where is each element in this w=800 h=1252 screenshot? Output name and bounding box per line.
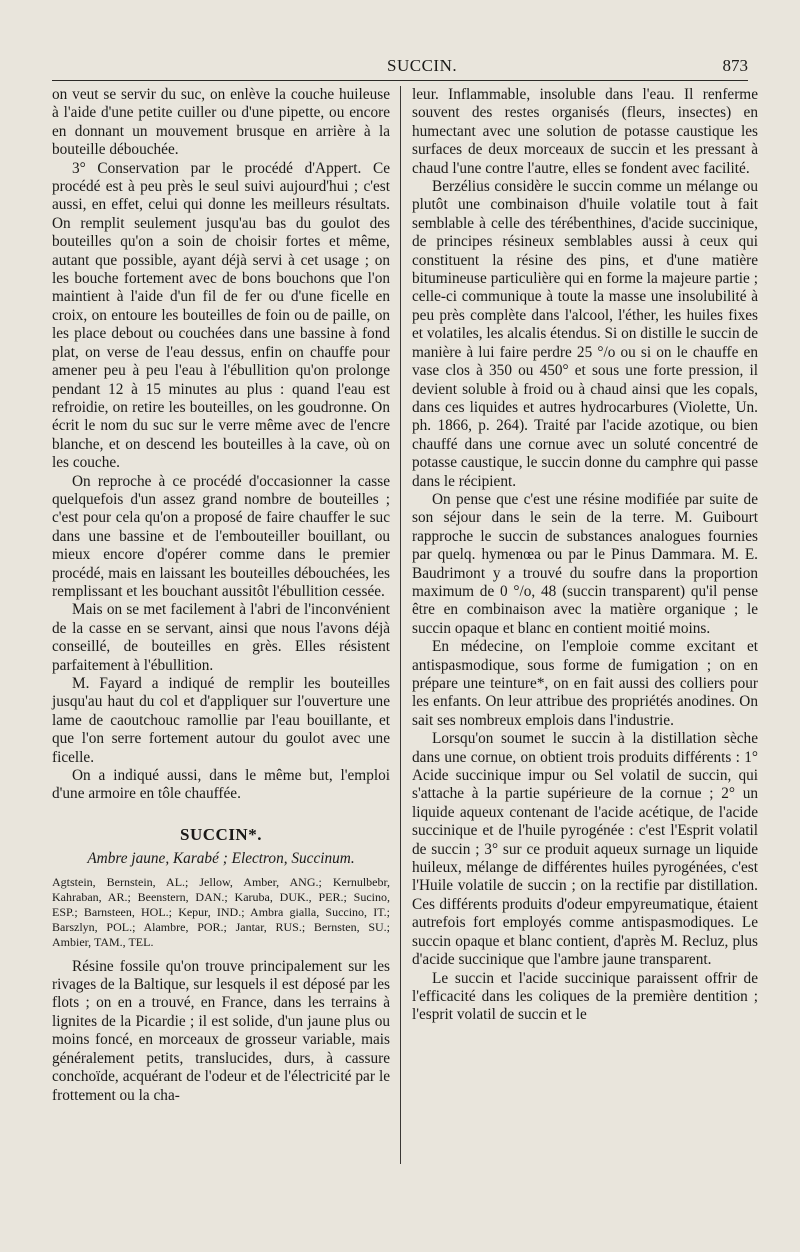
paragraph: Résine fossile qu'on trouve principalement sur les rivages de la Baltique, sur lesquels il est déposé par les flots ; on en a trouvé, en France, dans les terrains à lignites de la Picardie ; il est solide, d'un jaune plus ou moins foncé, en morceaux de grosseur variable, mais généralement petits, translucides, durs, à cassure conchoïde, acquérant de l'odeur et de l'électricité par le frottement ou la cha- <box>52 957 390 1104</box>
page-number: 873 <box>722 56 748 75</box>
running-head: SUCCIN. <box>387 56 458 75</box>
right-column <box>412 86 758 1025</box>
paragraph: En médecine, on l'emploie comme excitant et antispasmodique, sous forme de fumigation ; on en prépare une teinture*, on en fait aussi des colliers pour les enfants. On leur attribue des propriétés anodines. On sait ses nombreux emplois dans l'industrie. <box>412 638 758 729</box>
paragraph: On pense que c'est une résine modifiée par suite de son séjour dans le sein de la terre. M. Guibourt rapproche le succin de substances analogues fournies par quelq. hymenœa ou par le Pinus Dammara. M. E. Baudrimont y a trouvé du soufre dans la proportion maximum de 0 °/o, 48 (succin transparent) qu'il pense être en combinaison avec la matière organique ; le succin opaque et blanc en contient moitié moins. <box>412 490 758 637</box>
entry-synonyms: Ambre jaune, Karabé ; Electron, Succinum. <box>87 850 355 868</box>
paragraph: On reproche à ce procédé d'occasionner la casse quelquefois d'un assez grand nombre de bouteilles ; c'est pour cela qu'on a proposé de faire chauffer le suc dans une bassine et de l'embouteiller bouillant, ou mieux encore d'opérer comme dans le premier procédé, mais en laissant les bouteilles débouchées, les remplissant et les bouchant aussitôt l'ébullition cessée. <box>52 472 390 600</box>
paragraph: leur. Inflammable, insoluble dans l'eau. Il renferme souvent des restes organisés (fleurs, insectes) en humectant avec une solution de potasse caustique les surfaces de deux morceaux de succin et les pressant à chaud l'une contre l'autre, elles se fondent avec facilité. <box>412 86 758 177</box>
paragraph: 3° Conservation par le procédé d'Appert. Ce procédé est à peu près le seul suivi aujourd'hui ; c'est aussi, en effet, celui qui donne les meilleurs résultats. On remplit seulement jusqu'au bas du goulot des bouteilles qu'on a soin de choisir fortes et même, autant que possible, ayant déjà servi à cet usage ; on les bouche fortement avec de bons bouchons que l'on maintient à l'aide d'un fil de fer ou d'une ficelle en croix, on entoure les bouteilles de foin ou de paille, on les place debout ou couchées dans une bassine à fond plat, on verse de l'eau dessus, enfin on chauffe pour amener peu à peu l'eau à l'ébullition qu'on prolonge pendant 12 à 15 minutes au plus : quand l'eau est refroidie, on retire les bouteilles, on les goudronne. On écrit le nom du suc sur le verre même avec de l'encre blanche, et on descend les bouteilles à la cave, où on les couche. <box>52 159 390 472</box>
page-header <box>52 52 748 78</box>
paragraph: Lorsqu'on soumet le succin à la distillation sèche dans une cornue, on obtient trois produits différents : 1° Acide succinique impur ou Sel volatil de succin, qui s'attache à la partie supérieure de la cornue ; 2° un liquide aqueux contenant de l'acide acétique, de l'acide succinique et de l'huile pyrogénée : c'est l'Esprit volatil de succin ; 3° sur ce produit aqueux surnage un liquide huileux, mélange de différentes huiles pyrogénées, c'est l'Huile volatile de succin ; on la rectifie par distillation. Ces différents produits d'odeur empyreumatique, étaient autrefois fort employés comme antispasmodiques. Le succin opaque et blanc contient, d'après M. Recluz, plus d'acide succinique que l'ambre jaune transparent. <box>412 730 758 969</box>
header-rule <box>52 80 748 81</box>
paragraph: Le succin et l'acide succinique paraissent offrir de l'efficacité dans les coliques de la première dentition ; l'esprit volatil de succin et le <box>412 969 758 1024</box>
paragraph: M. Fayard a indiqué de remplir les bouteilles jusqu'au haut du col et d'appliquer sur l'ouverture une lame de caoutchouc ramollie par l'eau bouillante, et que l'on serre fortement autour du goulot avec une ficelle. <box>52 675 390 766</box>
foreign-names: Agtstein, Bernstein, AL.; Jellow, Amber, ANG.; Kernulbebr, Kahraban, AR.; Beenstern, DAN.; Karuba, DUK., PER.; Sucino, ESP.; Barnsteen, HOL.; Kepur, IND.; Ambra gialla, Succino, IT.; Barszlyn, POL.; Alambre, POR.; Jantar, RUS.; Bernsten, SU.; Ambier, TAM., TEL. <box>52 874 390 949</box>
paragraph: Berzélius considère le succin comme un mélange ou plutôt une combinaison d'huile volatile tout à fait semblable à celle des térébenthines, d'acide succinique, de principes résineux semblables aussi à ceux qui constituent la résine des pins, et d'une matière bitumineuse particulière qui en forme la majeure partie ; celle-ci communique à toute la masse une insolubilité à peu près complète dans l'alcool, l'éther, les huiles fixes et volatiles, les alcalis étendus. Si on distille le succin de manière à lui faire perdre 25 °/o ou si on le chauffe en vase clos à 350 ou 450° et sous une forte pression, il devient soluble à froid ou à chaud ainsi que les copals, dans ces liquides et autres hydrocarbures (Violette, Un. ph. 1866, p. 264). Traité par l'acide azotique, ou bien chauffé dans une cornue avec un soluté concentré de potasse caustique, le succin donne du camphre qui passe dans le récipient. <box>412 178 758 490</box>
left-column <box>52 86 390 1105</box>
paragraph: on veut se servir du suc, on enlève la couche huileuse à l'aide d'une petite cuiller ou d'une pipette, ou encore en donnant un mouvement brusque en arrière à la bouteille débouchée. <box>52 86 390 159</box>
paragraph: Mais on se met facilement à l'abri de l'inconvénient de la casse en se servant, ainsi que nous l'avons déjà conseillé, de bouteilles en grès. Elles résistent parfaitement à l'ébullition. <box>52 601 390 674</box>
paragraph: On a indiqué aussi, dans le même but, l'emploi d'une armoire en tôle chauffée. <box>52 767 390 803</box>
entry-title: SUCCIN*. <box>180 824 262 844</box>
column-divider <box>400 86 401 1164</box>
